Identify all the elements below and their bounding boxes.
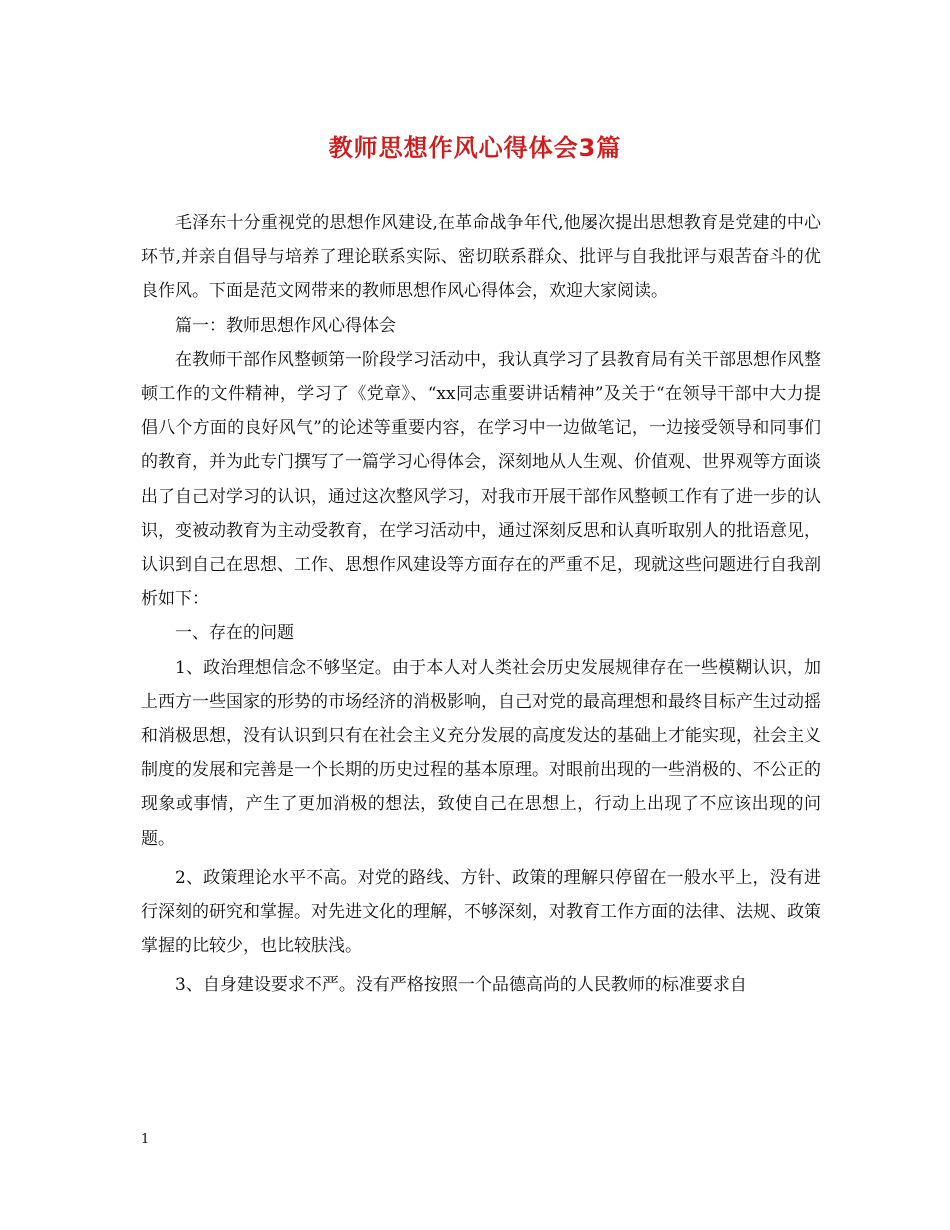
document-body [141,206,821,1003]
subsection-heading: 一、存在的问题 [175,623,294,644]
page-number: 1 [141,1132,150,1147]
body-paragraph: 1、政治理想信念不够坚定。由于本人对人类社会历史发展规律存在一些模糊认识，加上西方一些国家的形势的市场经济的消极影响，自己对党的最高理想和最终目标产生过动摇和消极思想，没有认识到只有在社会主义充分发展的高度发达的基础上才能实现，社会主义制度的发展和完善是一个长期的历史过程的基本原理。对眼前出现的一些消极的、不公正的现象或事情，产生了更加消极的想法，致使自己在思想上，行动上出现了不应该出现的问题。 [141,657,821,849]
intro-paragraph: 毛泽东十分重视党的思想作风建设,在革命战争年代,他屡次提出思想教育是党建的中心环节,并亲自倡导与培养了理论联系实际、密切联系群众、批评与自我批评与艰苦奋斗的优良作风。下面是范文网带来的教师思想作风心得体会，欢迎大家阅读。 [141,213,821,302]
body-paragraph: 3、自身建设要求不严。没有严格按照一个品德高尚的人民教师的标准要求自 [175,975,747,996]
body-paragraph: 在教师干部作风整顿第一阶段学习活动中，我认真学习了县教育局有关干部思想作风整顿工作的文件精神，学习了《党章》、“xx同志重要讲话精神”及关于“在领导干部中大力提倡八个方面的良好风气”的论述等重要内容，在学习中一边做笔记，一边接受领导和同事们的教育，并为此专门撰写了一篇学习心得体会，深刻地从人生观、价值观、世界观等方面谈出了自己对学习的认识，通过这次整风学习，对我市开展干部作风整顿工作有了进一步的认识，变被动教育为主动受教育，在学习活动中，通过深刻反思和认真听取别人的批语意见，认识到自己在思想、工作、思想作风建设等方面存在的严重不足，现就这些问题进行自我剖析如下： [141,349,821,610]
body-paragraph: 2、政策理论水平不高。对党的路线、方针、政策的理解只停留在一般水平上，没有进行深刻的研究和掌握。对先进文化的理解，不够深刻，对教育工作方面的法律、法规、政策掌握的比较少，也比较肤浅。 [141,867,821,957]
document-title: 教师思想作风心得体会3篇 [328,134,622,162]
section-heading: 篇一：教师思想作风心得体会 [175,315,396,336]
